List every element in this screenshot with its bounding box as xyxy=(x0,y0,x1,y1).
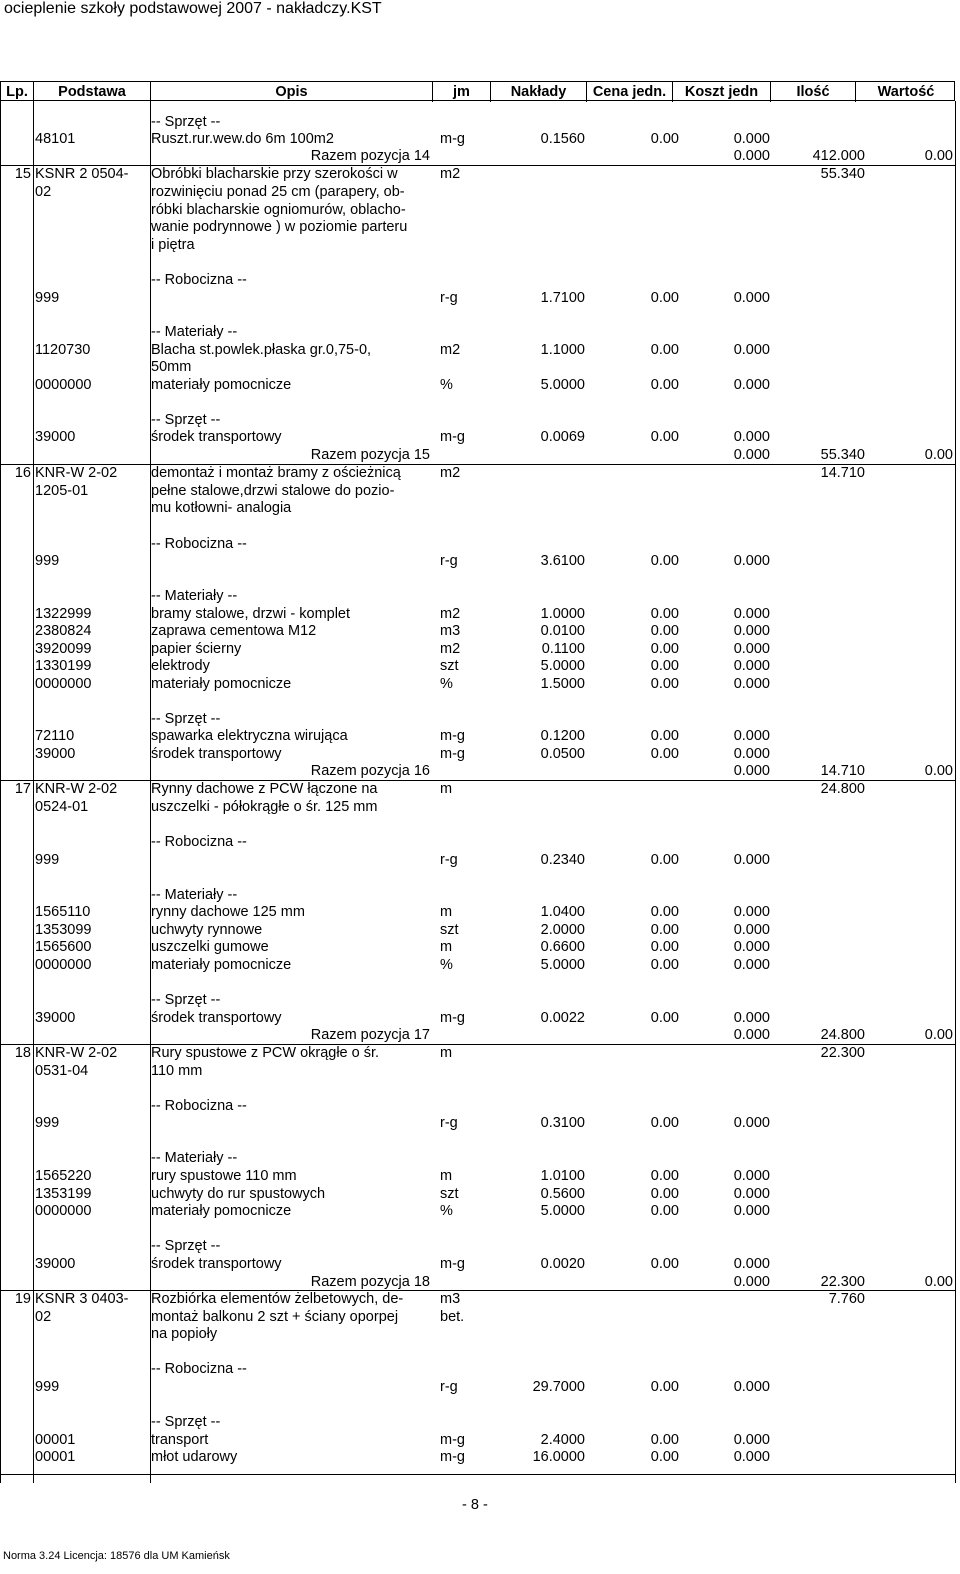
cell-jm: m-g xyxy=(440,728,465,744)
cell-naklady: 5.0000 xyxy=(540,658,585,674)
cell-podstawa: 1330199 xyxy=(35,658,92,674)
cell-podstawa: 2380824 xyxy=(35,623,92,639)
cell-jm: m2 xyxy=(440,641,461,657)
cell-jm: m xyxy=(440,1045,453,1061)
cell-opis: -- Materiały -- xyxy=(151,887,238,903)
cell-naklady: 0.1560 xyxy=(540,131,585,147)
cell-naklady: 0.1200 xyxy=(540,728,585,744)
cell-wartosc: 0.00 xyxy=(924,447,953,463)
cell-podstawa: 1353099 xyxy=(35,922,92,938)
cell-jm: m xyxy=(440,1168,453,1184)
cell-cena: 0.00 xyxy=(650,728,679,744)
cell-opis: -- Materiały -- xyxy=(151,1150,238,1166)
cell-wartosc: 0.00 xyxy=(924,1027,953,1043)
cell-naklady: 29.7000 xyxy=(532,1379,585,1395)
column-header: Podstawa xyxy=(34,82,151,102)
cell-cena: 0.00 xyxy=(650,922,679,938)
table-header xyxy=(0,81,955,101)
cell-naklady: 0.0022 xyxy=(540,1010,585,1026)
cell-koszt: 0.000 xyxy=(733,904,770,920)
cell-koszt: 0.000 xyxy=(733,957,770,973)
cell-koszt: 0.000 xyxy=(733,1010,770,1026)
cell-jm: r-g xyxy=(440,1115,458,1131)
cell-razem: Razem pozycja 18 xyxy=(310,1274,430,1290)
cell-naklady: 0.0500 xyxy=(540,746,585,762)
cell-naklady: 1.0400 xyxy=(540,904,585,920)
cell-podstawa: 0531-04 xyxy=(35,1063,89,1079)
cell-koszt: 0.000 xyxy=(733,1168,770,1184)
cell-ilosc: 14.710 xyxy=(820,465,865,481)
cell-podstawa: 1565110 xyxy=(35,904,91,920)
cell-wartosc: 0.00 xyxy=(924,148,953,164)
cell-opis: zaprawa cementowa M12 xyxy=(151,623,317,639)
cell-koszt: 0.000 xyxy=(733,658,770,674)
cell-opis: uszczelki - półokrągłe o śr. 125 mm xyxy=(151,799,378,815)
cell-opis: młot udarowy xyxy=(151,1449,238,1465)
cell-jm: m2 xyxy=(440,606,461,622)
column-header: Ilość xyxy=(771,82,856,102)
cell-opis: materiały pomocnicze xyxy=(151,957,292,973)
cell-podstawa: KNR-W 2-02 xyxy=(35,781,118,797)
cell-naklady: 5.0000 xyxy=(540,1203,585,1219)
cell-podstawa: 00001 xyxy=(35,1432,76,1448)
cell-opis: Rozbiórka elementów żelbetowych, de- xyxy=(151,1291,404,1307)
cell-koszt: 0.000 xyxy=(733,553,770,569)
cell-jm: m xyxy=(440,904,453,920)
cell-podstawa: 39000 xyxy=(35,1256,76,1272)
cell-opis: spawarka elektryczna wirująca xyxy=(151,728,348,744)
cell-jm: m-g xyxy=(440,1010,465,1026)
cell-cena: 0.00 xyxy=(650,904,679,920)
cell-koszt: 0.000 xyxy=(733,1115,770,1131)
cell-opis: 110 mm xyxy=(151,1063,203,1079)
cell-koszt: 0.000 xyxy=(733,676,770,692)
cell-lp: 18 xyxy=(14,1045,31,1061)
cell-naklady: 0.6600 xyxy=(540,939,585,955)
cell-podstawa: 1322999 xyxy=(35,606,92,622)
cell-podstawa: KNR-W 2-02 xyxy=(35,465,118,481)
cell-opis: uszczelki gumowe xyxy=(151,939,269,955)
page-number: - 8 - xyxy=(462,1497,488,1513)
cell-naklady: 1.0100 xyxy=(540,1168,585,1184)
cell-koszt: 0.000 xyxy=(733,290,770,306)
cell-cena: 0.00 xyxy=(650,1186,679,1202)
cell-opis: wanie podrynnowe ) w poziomie parteru xyxy=(151,219,408,235)
cell-cena: 0.00 xyxy=(650,1449,679,1465)
cell-podstawa: 02 xyxy=(35,184,52,200)
cell-jm: % xyxy=(440,1203,453,1219)
cell-jm: szt xyxy=(440,1186,459,1202)
cell-naklady: 2.0000 xyxy=(540,922,585,938)
cell-podstawa: 0000000 xyxy=(35,676,92,692)
cell-opis: uchwyty rynnowe xyxy=(151,922,263,938)
cell-cena: 0.00 xyxy=(650,553,679,569)
cell-opis: -- Sprzęt -- xyxy=(151,992,221,1008)
cell-naklady: 5.0000 xyxy=(540,377,585,393)
cell-cena: 0.00 xyxy=(650,429,679,445)
cell-koszt: 0.000 xyxy=(733,852,770,868)
cell-lp: 15 xyxy=(14,166,31,182)
cell-naklady: 5.0000 xyxy=(540,957,585,973)
cell-naklady: 1.0000 xyxy=(540,606,585,622)
column-header: Wartość xyxy=(877,84,935,100)
cell-wartosc: 0.00 xyxy=(924,763,953,779)
cell-opis: demontaż i montaż bramy z ościeżnicą xyxy=(151,465,401,481)
cell-opis: na popioły xyxy=(151,1326,218,1342)
cell-cena: 0.00 xyxy=(650,1379,679,1395)
cell-podstawa: 999 xyxy=(35,1379,60,1395)
cell-podstawa: KSNR 2 0504- xyxy=(35,166,129,182)
cell-podstawa: 1120730 xyxy=(35,342,91,358)
cell-koszt: 0.000 xyxy=(733,728,770,744)
column-header: jm xyxy=(433,82,491,102)
cell-koszt: 0.000 xyxy=(733,939,770,955)
cell-opis: Rynny dachowe z PCW łączone na xyxy=(151,781,378,797)
cell-cena: 0.00 xyxy=(650,1432,679,1448)
cell-opis: papier ścierny xyxy=(151,641,242,657)
cell-cena: 0.00 xyxy=(650,623,679,639)
cell-opis: środek transportowy xyxy=(151,429,282,445)
cell-podstawa: 0000000 xyxy=(35,1203,92,1219)
cell-opis: uchwyty do rur spustowych xyxy=(151,1186,326,1202)
cell-jm: m2 xyxy=(440,342,461,358)
cell-opis: -- Sprzęt -- xyxy=(151,1238,221,1254)
cell-podstawa: 39000 xyxy=(35,746,76,762)
cell-opis: środek transportowy xyxy=(151,746,282,762)
cell-jm: r-g xyxy=(440,852,458,868)
cell-opis: materiały pomocnicze xyxy=(151,1203,292,1219)
cell-ilosc: 24.800 xyxy=(820,781,865,797)
cell-cena: 0.00 xyxy=(650,1168,679,1184)
cell-jm: m-g xyxy=(440,131,465,147)
cell-jm: m2 xyxy=(440,465,461,481)
cell-jm: m3 xyxy=(440,623,461,639)
cell-podstawa: 999 xyxy=(35,852,60,868)
cell-opis: -- Sprzęt -- xyxy=(151,114,221,130)
cell-ilosc: 22.300 xyxy=(820,1045,865,1061)
cell-koszt: 0.000 xyxy=(733,922,770,938)
cell-jm: m-g xyxy=(440,1256,465,1272)
cell-cena: 0.00 xyxy=(650,676,679,692)
cell-opis: -- Materiały -- xyxy=(151,324,238,340)
cell-koszt: 0.000 xyxy=(733,1379,770,1395)
cell-naklady: 1.5000 xyxy=(540,676,585,692)
cell-opis: -- Robocizna -- xyxy=(151,834,247,850)
cell-razem: Razem pozycja 16 xyxy=(310,763,430,779)
cell-opis: materiały pomocnicze xyxy=(151,676,292,692)
column-header: Opis xyxy=(151,82,433,102)
cell-opis: -- Robocizna -- xyxy=(151,1361,247,1377)
column-header: Koszt jedn xyxy=(673,82,771,102)
cell-podstawa: 1205-01 xyxy=(35,483,89,499)
cell-jm: m2 xyxy=(440,166,461,182)
license-footer: Norma 3.24 Licencja: 18576 dla UM Kamieńsk xyxy=(3,1550,230,1562)
cell-podstawa: 0000000 xyxy=(35,957,92,973)
cell-opis: pełne stalowe,drzwi stalowe do pozio- xyxy=(151,483,395,499)
cell-koszt: 0.000 xyxy=(733,342,770,358)
cell-opis: róbki blacharskie ogniomurów, oblacho- xyxy=(151,202,406,218)
cell-razem: Razem pozycja 17 xyxy=(310,1027,430,1043)
cell-koszt: 0.000 xyxy=(733,1274,770,1290)
cell-opis: -- Sprzęt -- xyxy=(151,1414,221,1430)
cell-cena: 0.00 xyxy=(650,606,679,622)
cell-naklady: 0.3100 xyxy=(540,1115,585,1131)
cell-koszt: 0.000 xyxy=(733,641,770,657)
cell-jm: m-g xyxy=(440,429,465,445)
cell-koszt: 0.000 xyxy=(733,447,770,463)
cell-naklady: 1.7100 xyxy=(540,290,585,306)
cell-opis: środek transportowy xyxy=(151,1010,282,1026)
cell-opis: 50mm xyxy=(151,359,192,375)
cell-koszt: 0.000 xyxy=(733,1027,770,1043)
cell-koszt: 0.000 xyxy=(733,1432,770,1448)
cell-jm: r-g xyxy=(440,1379,458,1395)
cell-opis: Obróbki blacharskie przy szerokości w xyxy=(151,166,398,182)
cell-cena: 0.00 xyxy=(650,1256,679,1272)
cell-naklady: 1.1000 xyxy=(540,342,585,358)
cell-cena: 0.00 xyxy=(650,342,679,358)
cell-opis: transport xyxy=(151,1432,209,1448)
cell-podstawa: 1353199 xyxy=(35,1186,92,1202)
cell-koszt: 0.000 xyxy=(733,763,770,779)
cell-opis: montaż balkonu 2 szt + ściany oporpej xyxy=(151,1309,399,1325)
cell-koszt: 0.000 xyxy=(733,1256,770,1272)
cell-opis: -- Sprzęt -- xyxy=(151,412,221,428)
cell-cena: 0.00 xyxy=(650,658,679,674)
cell-podstawa: 72110 xyxy=(35,728,75,744)
cell-lp: 19 xyxy=(14,1291,31,1307)
cell-ilosc: 24.800 xyxy=(820,1027,865,1043)
cell-jm: r-g xyxy=(440,553,458,569)
cell-jm: % xyxy=(440,377,453,393)
cell-ilosc: 412.000 xyxy=(812,148,865,164)
document-title: ocieplenie szkoły podstawowej 2007 - nakładczy.KST xyxy=(4,0,382,17)
cell-razem: Razem pozycja 15 xyxy=(310,447,430,463)
cell-jm: % xyxy=(440,957,453,973)
cell-podstawa: 999 xyxy=(35,1115,60,1131)
cell-koszt: 0.000 xyxy=(733,623,770,639)
cell-jm: szt xyxy=(440,658,459,674)
column-header: Lp. xyxy=(1,82,34,102)
cell-podstawa: 0524-01 xyxy=(35,799,89,815)
cell-koszt: 0.000 xyxy=(733,1449,770,1465)
cell-opis: Rury spustowe z PCW okrągłe o śr. xyxy=(151,1045,380,1061)
column-header: Cena jedn. xyxy=(587,82,673,102)
cell-cena: 0.00 xyxy=(650,641,679,657)
cell-opis: elektrody xyxy=(151,658,210,674)
cell-opis: rynny dachowe 125 mm xyxy=(151,904,305,920)
cell-opis: rury spustowe 110 mm xyxy=(151,1168,297,1184)
cell-opis: -- Robocizna -- xyxy=(151,1098,247,1114)
cell-naklady: 16.0000 xyxy=(532,1449,585,1465)
cell-cena: 0.00 xyxy=(650,131,679,147)
column-divider xyxy=(33,101,34,1483)
cell-jm: m xyxy=(440,939,453,955)
cell-jm: m-g xyxy=(440,1449,465,1465)
cell-cena: 0.00 xyxy=(650,939,679,955)
cell-wartosc: 0.00 xyxy=(924,1274,953,1290)
cell-opis: środek transportowy xyxy=(151,1256,282,1272)
cell-cena: 0.00 xyxy=(650,957,679,973)
cell-opis: -- Materiały -- xyxy=(151,588,238,604)
cell-podstawa: 1565220 xyxy=(35,1168,92,1184)
cell-jm: m3 xyxy=(440,1291,461,1307)
cell-jm: m-g xyxy=(440,746,465,762)
cell-opis: materiały pomocnicze xyxy=(151,377,292,393)
cell-cena: 0.00 xyxy=(650,1203,679,1219)
cell-koszt: 0.000 xyxy=(733,1186,770,1202)
cell-lp: 17 xyxy=(14,781,31,797)
cell-lp: 16 xyxy=(14,465,31,481)
table-bottom-border xyxy=(0,1474,955,1475)
cell-naklady: 0.0020 xyxy=(540,1256,585,1272)
cell-podstawa: KSNR 3 0403- xyxy=(35,1291,129,1307)
cell-opis: -- Sprzęt -- xyxy=(151,711,221,727)
cell-cena: 0.00 xyxy=(650,852,679,868)
cell-naklady: 0.1100 xyxy=(541,641,585,657)
cell-podstawa: 3920099 xyxy=(35,641,92,657)
cell-naklady: 3.6100 xyxy=(540,553,585,569)
cell-opis: Ruszt.rur.wew.do 6m 100m2 xyxy=(151,131,334,147)
cell-podstawa: 999 xyxy=(35,290,60,306)
cell-podstawa: 999 xyxy=(35,553,60,569)
cell-koszt: 0.000 xyxy=(733,377,770,393)
cell-cena: 0.00 xyxy=(650,1115,679,1131)
cell-opis: bramy stalowe, drzwi - komplet xyxy=(151,606,351,622)
cell-razem: Razem pozycja 14 xyxy=(310,148,430,164)
cell-podstawa: 39000 xyxy=(35,1010,76,1026)
cell-jm: m-g xyxy=(440,1432,465,1448)
cell-jm: % xyxy=(440,676,453,692)
column-divider xyxy=(955,101,956,1483)
cell-ilosc: 55.340 xyxy=(820,447,865,463)
cell-podstawa: 02 xyxy=(35,1309,52,1325)
cell-opis: -- Robocizna -- xyxy=(151,536,247,552)
cell-koszt: 0.000 xyxy=(733,148,770,164)
cell-koszt: 0.000 xyxy=(733,429,770,445)
cell-koszt: 0.000 xyxy=(733,131,770,147)
cell-jm: bet. xyxy=(440,1309,465,1325)
cell-koszt: 0.000 xyxy=(733,1203,770,1219)
cell-ilosc: 22.300 xyxy=(820,1274,865,1290)
cell-opis: -- Robocizna -- xyxy=(151,272,247,288)
cell-koszt: 0.000 xyxy=(733,746,770,762)
cell-ilosc: 7.760 xyxy=(828,1291,865,1307)
cell-podstawa: 48101 xyxy=(35,131,76,147)
cell-naklady: 0.5600 xyxy=(540,1186,585,1202)
cell-jm: szt xyxy=(440,922,459,938)
cell-podstawa: KNR-W 2-02 xyxy=(35,1045,118,1061)
cell-podstawa: 39000 xyxy=(35,429,76,445)
cell-naklady: 0.2340 xyxy=(540,852,585,868)
cell-podstawa: 00001 xyxy=(35,1449,76,1465)
cell-opis: i piętra xyxy=(151,237,195,253)
cell-ilosc: 14.710 xyxy=(820,763,865,779)
cell-cena: 0.00 xyxy=(650,290,679,306)
cell-opis: Blacha st.powlek.płaska gr.0,75-0, xyxy=(151,342,372,358)
cell-cena: 0.00 xyxy=(650,746,679,762)
cell-naklady: 2.4000 xyxy=(540,1432,585,1448)
column-header: Nakłady xyxy=(491,82,587,102)
cell-cena: 0.00 xyxy=(650,377,679,393)
cell-podstawa: 1565600 xyxy=(35,939,92,955)
cell-podstawa: 0000000 xyxy=(35,377,92,393)
cell-naklady: 0.0069 xyxy=(540,429,585,445)
cell-ilosc: 55.340 xyxy=(820,166,865,182)
cell-koszt: 0.000 xyxy=(733,606,770,622)
cell-opis: mu kotłowni- analogia xyxy=(151,500,292,516)
cell-jm: r-g xyxy=(440,290,458,306)
cell-naklady: 0.0100 xyxy=(540,623,585,639)
cell-cena: 0.00 xyxy=(650,1010,679,1026)
cell-opis: rozwinięciu ponad 25 cm (parapery, ob- xyxy=(151,184,405,200)
cell-jm: m xyxy=(440,781,453,797)
